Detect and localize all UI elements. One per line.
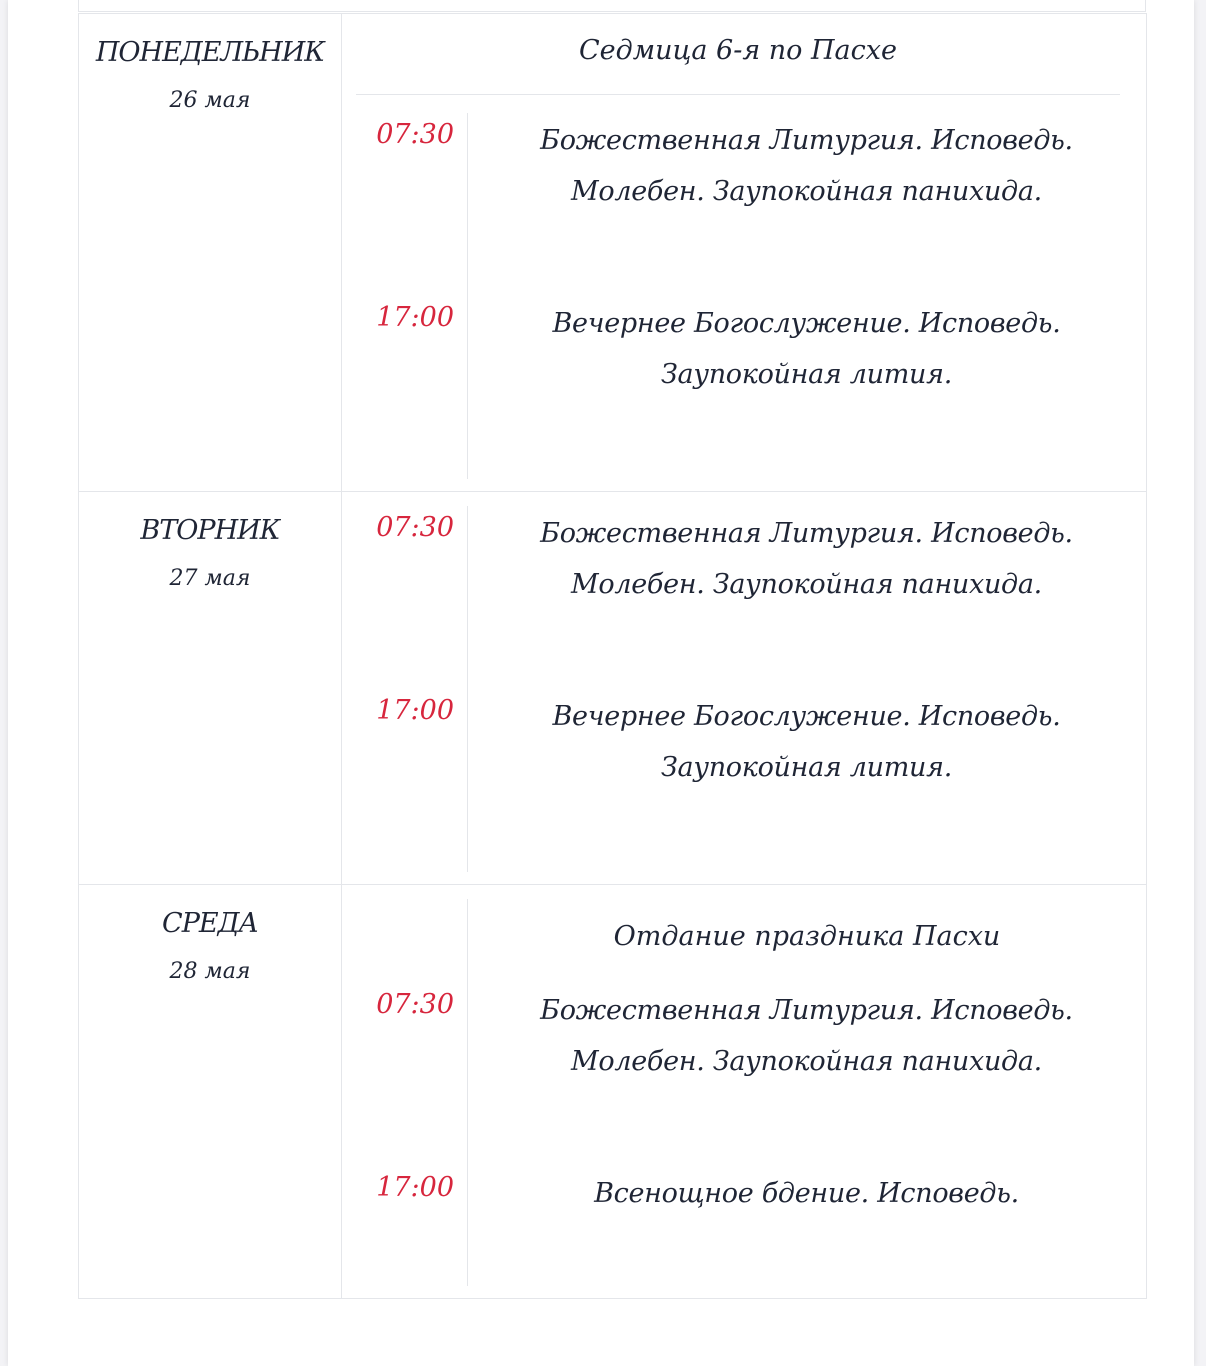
service-item — [342, 113, 1146, 296]
day-name: ВТОРНИК — [140, 515, 280, 546]
previous-row-edge — [78, 0, 1146, 12]
services-list — [342, 113, 1146, 479]
service-description: Божественная Литургия. Исповедь. Молебен. Заупокойная панихида. — [540, 995, 1073, 1077]
day-date: 26 мая — [169, 88, 251, 113]
service-item — [342, 296, 1146, 479]
week-title: Седмица 6-я по Пасхе — [356, 14, 1120, 95]
service-time: 07:30 — [376, 989, 454, 1020]
service-item — [342, 983, 1146, 1166]
service-time: 17:00 — [376, 695, 454, 726]
service-description: Всенощное бдение. Исповедь. — [594, 1178, 1019, 1209]
day-cell — [79, 885, 342, 1299]
services-cell — [342, 885, 1147, 1299]
service-item — [342, 506, 1146, 689]
services-list — [342, 506, 1146, 872]
service-time: 07:30 — [376, 119, 454, 150]
service-description: Вечернее Богослужение. Исповедь. Заупокойная лития. — [552, 308, 1061, 390]
page — [8, 0, 1194, 1366]
service-item — [342, 689, 1146, 872]
service-description: Божественная Литургия. Исповедь. Молебен. Заупокойная панихида. — [540, 125, 1073, 207]
day-row-tuesday — [79, 492, 1147, 885]
service-description: Божественная Литургия. Исповедь. Молебен. Заупокойная панихида. — [540, 518, 1073, 600]
services-list — [342, 899, 1146, 1286]
service-item — [342, 1166, 1146, 1286]
day-cell — [79, 492, 342, 885]
day-name: СРЕДА — [162, 908, 258, 939]
service-time: 17:00 — [376, 1172, 454, 1203]
service-time: 07:30 — [376, 512, 454, 543]
schedule-table — [78, 13, 1147, 1299]
day-row-wednesday — [79, 885, 1147, 1299]
service-time: 17:00 — [376, 302, 454, 333]
column-divider — [467, 506, 468, 872]
services-cell — [342, 14, 1147, 492]
day-cell — [79, 14, 342, 492]
day-name: ПОНЕДЕЛЬНИК — [95, 37, 325, 68]
service-description: Вечернее Богослужение. Исповедь. Заупокойная лития. — [552, 701, 1061, 783]
day-date: 27 мая — [169, 566, 251, 591]
feast-title: Отдание праздника Пасхи — [613, 921, 1001, 952]
day-row-monday — [79, 14, 1147, 492]
column-divider — [467, 113, 468, 479]
services-cell — [342, 492, 1147, 885]
day-date: 28 мая — [169, 959, 251, 984]
column-divider — [467, 899, 468, 1286]
